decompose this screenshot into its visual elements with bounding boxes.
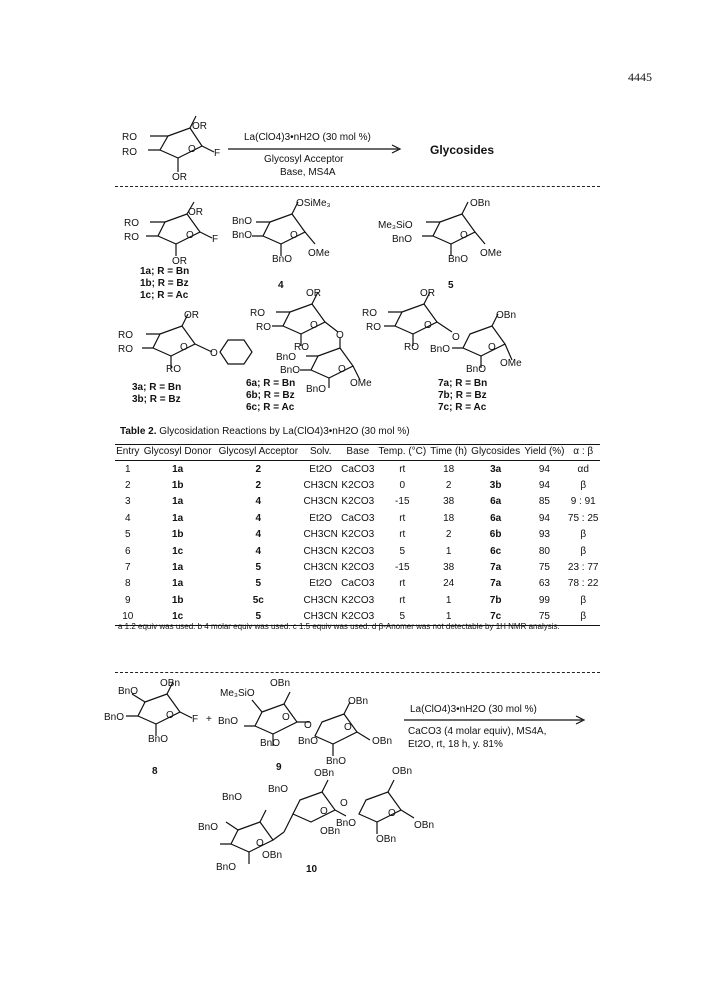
table-cell: CH3CN	[303, 529, 338, 541]
svg-text:BnO: BnO	[218, 716, 239, 727]
table-row	[115, 592, 600, 608]
table-cell: CH3CN	[303, 545, 338, 557]
table-cell: 5	[124, 529, 131, 541]
col-temp: Temp. (°C)	[378, 446, 427, 457]
bottom-conditions-1: CaCO3 (4 molar equiv), MS4A,	[408, 726, 547, 737]
table-cell: 1a	[172, 496, 184, 508]
table-cell: 85	[538, 496, 550, 508]
svg-text:RO: RO	[118, 330, 133, 341]
svg-text:OR: OR	[172, 172, 187, 183]
table-cell: 1	[124, 463, 131, 475]
svg-text:BnO: BnO	[430, 344, 451, 355]
table-cell: 2	[255, 463, 262, 475]
table-cell: 5	[255, 562, 262, 574]
table-cell: 2	[255, 480, 262, 492]
table-cell: 23 : 77	[567, 562, 599, 574]
table-row	[115, 543, 600, 559]
table-cell: β	[566, 609, 600, 626]
table-cell: 10	[115, 609, 141, 626]
table-cell: β	[580, 594, 587, 606]
svg-text:O: O	[210, 348, 218, 359]
svg-text:O: O	[166, 710, 174, 721]
table-cell: 1a	[172, 512, 184, 524]
table-cell: 18	[443, 512, 455, 524]
table-cell: K2CO3	[341, 529, 375, 541]
table-cell: 94	[538, 463, 550, 475]
table-cell: 8	[124, 578, 131, 590]
table-caption: Table 2. Glycosidation Reactions by La(ClO4)3•nH2O (30 mol %)	[120, 426, 410, 437]
table-cell: K2CO3	[341, 480, 375, 492]
col-entry: Entry	[116, 446, 140, 457]
table-cell: 3	[124, 496, 131, 508]
svg-text:RO: RO	[124, 218, 139, 229]
svg-text:BnO: BnO	[148, 734, 169, 745]
table-row	[115, 494, 600, 510]
svg-text:OR: OR	[306, 288, 321, 299]
svg-text:BnO: BnO	[326, 756, 347, 767]
table-cell: CH3CN	[303, 594, 338, 606]
table-cell: K2CO3	[341, 594, 375, 606]
table-cell: rt	[399, 529, 406, 541]
label-3b: 3b; R = Bz	[132, 394, 181, 405]
svg-text:BnO: BnO	[280, 365, 301, 376]
svg-text:O: O	[256, 838, 264, 849]
col-ratio: α : β	[573, 446, 594, 457]
bottom-conditions-2: Et2O, rt, 18 h, y. 81%	[408, 739, 503, 750]
svg-text:O: O	[452, 332, 460, 343]
svg-text:O: O	[344, 722, 352, 733]
table-cell: 75	[538, 562, 550, 574]
table-cell: 0	[399, 480, 406, 492]
table-cell: 1a	[172, 578, 184, 590]
svg-text:BnO: BnO	[336, 818, 357, 829]
table-cell: CaCO3	[341, 512, 375, 524]
table-cell: 4	[255, 529, 262, 541]
svg-text:RO: RO	[362, 308, 377, 319]
table-cell: 7a	[490, 562, 502, 574]
table-cell: 78 : 22	[567, 578, 599, 590]
table-cell: K2CO3	[341, 496, 375, 508]
svg-text:BnO: BnO	[232, 230, 253, 241]
label-7b: 7b; R = Bz	[438, 390, 487, 401]
table-cell: 63	[538, 578, 550, 590]
table-cell: 5	[255, 578, 262, 590]
divider-bottom	[115, 672, 600, 673]
svg-text:BnO: BnO	[276, 352, 297, 363]
table-row	[115, 559, 600, 575]
table-cell: Et2O	[309, 578, 333, 590]
svg-text:Me₃SiO: Me₃SiO	[378, 220, 413, 231]
svg-text:O: O	[424, 320, 432, 331]
svg-text:OR: OR	[172, 256, 187, 267]
svg-text:OR: OR	[184, 310, 199, 321]
label-3a: 3a; R = Bn	[132, 382, 182, 393]
table-cell: 75	[522, 609, 566, 626]
svg-text:BnO: BnO	[268, 784, 289, 795]
table-cell: rt	[399, 512, 406, 524]
table-cell: CH3CN	[302, 609, 340, 626]
svg-text:OR: OR	[420, 288, 435, 299]
col-yield: Yield (%)	[524, 446, 565, 457]
label-7c: 7c; R = Ac	[438, 402, 487, 413]
table-cell: 5	[399, 545, 406, 557]
table-footnote: a 1.2 equiv was used. b 4 molar equiv was used. c 1.5 equiv was used. d β-Anomer was not detectable by 1H NMR analysis.	[118, 622, 560, 631]
table-cell: 9	[124, 594, 131, 606]
table-row	[115, 576, 600, 592]
table-cell: 1	[445, 594, 452, 606]
table-cell: 1c	[172, 545, 184, 557]
table-cell: K2CO3	[341, 562, 375, 574]
svg-text:BnO: BnO	[466, 364, 487, 375]
scheme-conditions: Base, MS4A	[280, 167, 336, 178]
svg-text:OBn: OBn	[392, 766, 413, 777]
table-cell: 2	[445, 480, 452, 492]
svg-text:OR: OR	[188, 207, 203, 218]
table-cell: CH3CN	[303, 480, 338, 492]
results-table	[115, 444, 600, 626]
table-cell: 1a	[172, 463, 184, 475]
col-acceptor: Glycosyl Acceptor	[218, 446, 299, 457]
svg-text:RO: RO	[366, 322, 381, 333]
table-cell: 7	[124, 562, 131, 574]
table-cell: Et2O	[309, 512, 333, 524]
svg-text:OMe: OMe	[480, 248, 502, 259]
svg-text:BnO: BnO	[216, 862, 237, 873]
table-cell: 2	[124, 480, 131, 492]
svg-text:OMe: OMe	[350, 378, 372, 389]
table-cell: 4	[124, 512, 131, 524]
scheme-reagent: La(ClO4)3•nH2O (30 mol %)	[244, 132, 371, 143]
table-cell: CH3CN	[303, 562, 338, 574]
svg-text:O: O	[488, 342, 496, 353]
svg-text:BnO: BnO	[118, 686, 139, 697]
table-cell: 2	[445, 529, 452, 541]
label-8: 8	[152, 766, 158, 777]
table-cell: 7c	[469, 609, 523, 626]
svg-text:OBn: OBn	[470, 198, 491, 209]
table-cell: β	[580, 545, 587, 557]
svg-text:O: O	[338, 364, 346, 375]
svg-text:BnO: BnO	[260, 738, 281, 749]
svg-text:OBn: OBn	[414, 820, 435, 831]
svg-text:F: F	[212, 234, 219, 245]
table-cell: K2CO3	[341, 545, 375, 557]
svg-text:O: O	[320, 806, 328, 817]
table-cell: Et2O	[309, 463, 333, 475]
svg-text:OBn: OBn	[160, 678, 181, 689]
svg-text:RO: RO	[118, 344, 133, 355]
table-cell: 38	[443, 496, 455, 508]
table-cell: 1b	[171, 529, 184, 541]
table-cell: 1a	[172, 562, 184, 574]
table-cell: 1c	[141, 609, 215, 626]
table-cell: 1	[429, 609, 469, 626]
table-row	[115, 527, 600, 543]
svg-text:O: O	[460, 230, 468, 241]
svg-text:RO: RO	[256, 322, 271, 333]
svg-text:O: O	[180, 342, 188, 353]
table-cell: 7a	[490, 578, 502, 590]
table-cell: CaCO3	[341, 578, 375, 590]
table-cell: K2CO3	[340, 609, 377, 626]
table-cell: rt	[399, 594, 406, 606]
table-cell: 5	[376, 609, 428, 626]
svg-text:OBn: OBn	[320, 826, 341, 837]
svg-text:OBn: OBn	[314, 768, 335, 779]
table-cell: 6a	[490, 512, 502, 524]
table-row	[115, 477, 600, 493]
svg-text:O: O	[388, 808, 396, 819]
svg-text:BnO: BnO	[222, 792, 243, 803]
label-9: 9	[276, 762, 282, 773]
table-cell: 6b	[489, 529, 502, 541]
table-cell: -15	[395, 496, 410, 508]
svg-text:O: O	[282, 712, 290, 723]
svg-text:RO: RO	[404, 342, 419, 353]
svg-text:OR: OR	[192, 121, 207, 132]
divider-top	[115, 186, 600, 187]
svg-text:OBn: OBn	[372, 736, 393, 747]
col-solvent: Solv.	[309, 446, 332, 457]
table-cell: -15	[395, 562, 410, 574]
svg-text:BnO: BnO	[104, 712, 125, 723]
svg-text:O: O	[310, 320, 318, 331]
scheme-product: Glycosides	[430, 143, 495, 157]
svg-text:O: O	[336, 330, 344, 341]
table-cell: rt	[399, 463, 406, 475]
table-cell: 93	[538, 529, 550, 541]
svg-text:O: O	[304, 720, 312, 731]
svg-text:F: F	[214, 148, 221, 159]
svg-text:OSiMe₃: OSiMe₃	[296, 198, 331, 209]
col-donor: Glycosyl Donor	[143, 446, 212, 457]
svg-text:RO: RO	[250, 308, 265, 319]
label-5: 5	[448, 280, 454, 291]
table-cell: 6	[124, 545, 131, 557]
table-cell: 6c	[490, 545, 502, 557]
svg-text:OMe: OMe	[500, 358, 522, 369]
svg-text:BnO: BnO	[306, 384, 327, 395]
col-glycosides: Glycosides	[471, 446, 521, 457]
label-10: 10	[306, 864, 318, 875]
table-cell: 7b	[489, 594, 502, 606]
table-cell: 4	[255, 496, 262, 508]
svg-text:RO: RO	[166, 364, 181, 375]
table-cell: 4	[255, 512, 262, 524]
table-cell: 5	[215, 609, 302, 626]
svg-text:OBn: OBn	[262, 850, 283, 861]
table-cell: αd	[577, 463, 589, 475]
label-7a: 7a; R = Bn	[438, 378, 488, 389]
label-1b: 1b; R = Bz	[140, 278, 189, 289]
table-cell: 9 : 91	[570, 496, 596, 508]
svg-text:BnO: BnO	[392, 234, 413, 245]
svg-text:O: O	[188, 144, 196, 155]
svg-text:RO: RO	[124, 232, 139, 243]
col-time: Time (h)	[430, 446, 468, 457]
table-cell: 94	[538, 512, 550, 524]
table-cell: β	[580, 529, 587, 541]
svg-text:OBn: OBn	[376, 834, 397, 845]
table-cell: 3b	[489, 480, 502, 492]
table-cell: 99	[538, 594, 550, 606]
bottom-reagent: La(ClO4)3•nH2O (30 mol %)	[410, 704, 537, 715]
svg-text:F: F	[192, 714, 199, 725]
table-cell: 3a	[490, 463, 502, 475]
svg-text:O: O	[186, 230, 194, 241]
label-1a: 1a; R = Bn	[140, 266, 190, 277]
label-1c: 1c; R = Ac	[140, 290, 189, 301]
svg-text:OBn: OBn	[496, 310, 517, 321]
svg-text:OMe: OMe	[308, 248, 330, 259]
table-row	[115, 510, 600, 526]
table-cell: β	[580, 480, 587, 492]
table-cell: CaCO3	[341, 463, 375, 475]
table-cell: CH3CN	[303, 496, 338, 508]
table-cell: 6a	[490, 496, 502, 508]
label-4: 4	[278, 280, 284, 291]
table-row	[115, 461, 600, 478]
svg-text:BnO: BnO	[232, 216, 253, 227]
page-number: 4445	[628, 70, 652, 84]
scheme-acceptor: Glycosyl Acceptor	[264, 154, 344, 165]
table-cell: 4	[255, 545, 262, 557]
table-cell: 75 : 25	[567, 512, 599, 524]
table-cell: 1	[445, 545, 452, 557]
table-cell: rt	[399, 578, 406, 590]
label-6a: 6a; R = Bn	[246, 378, 296, 389]
svg-text:O: O	[290, 230, 298, 241]
table-header-row	[115, 445, 600, 461]
svg-text:RO: RO	[122, 132, 137, 143]
svg-text:RO: RO	[122, 147, 137, 158]
table-cell: 94	[538, 480, 550, 492]
label-6b: 6b; R = Bz	[246, 390, 295, 401]
label-6c: 6c; R = Ac	[246, 402, 295, 413]
table-cell: 18	[443, 463, 455, 475]
table-cell: 38	[443, 562, 455, 574]
table-cell: 1b	[171, 480, 184, 492]
svg-text:OBn: OBn	[348, 696, 369, 707]
svg-text:BnO: BnO	[298, 736, 319, 747]
table-cell: 80	[538, 545, 550, 557]
svg-text:+: +	[206, 714, 212, 725]
svg-text:RO: RO	[294, 342, 309, 353]
table-cell: 5c	[252, 594, 264, 606]
svg-text:BnO: BnO	[448, 254, 469, 265]
svg-text:BnO: BnO	[272, 254, 293, 265]
svg-text:BnO: BnO	[198, 822, 219, 833]
col-base: Base	[346, 446, 370, 457]
table-cell: 24	[443, 578, 455, 590]
svg-text:OBn: OBn	[270, 678, 291, 689]
table-cell: 1b	[171, 594, 184, 606]
svg-text:O: O	[340, 798, 348, 809]
svg-text:Me₃SiO: Me₃SiO	[220, 688, 255, 699]
